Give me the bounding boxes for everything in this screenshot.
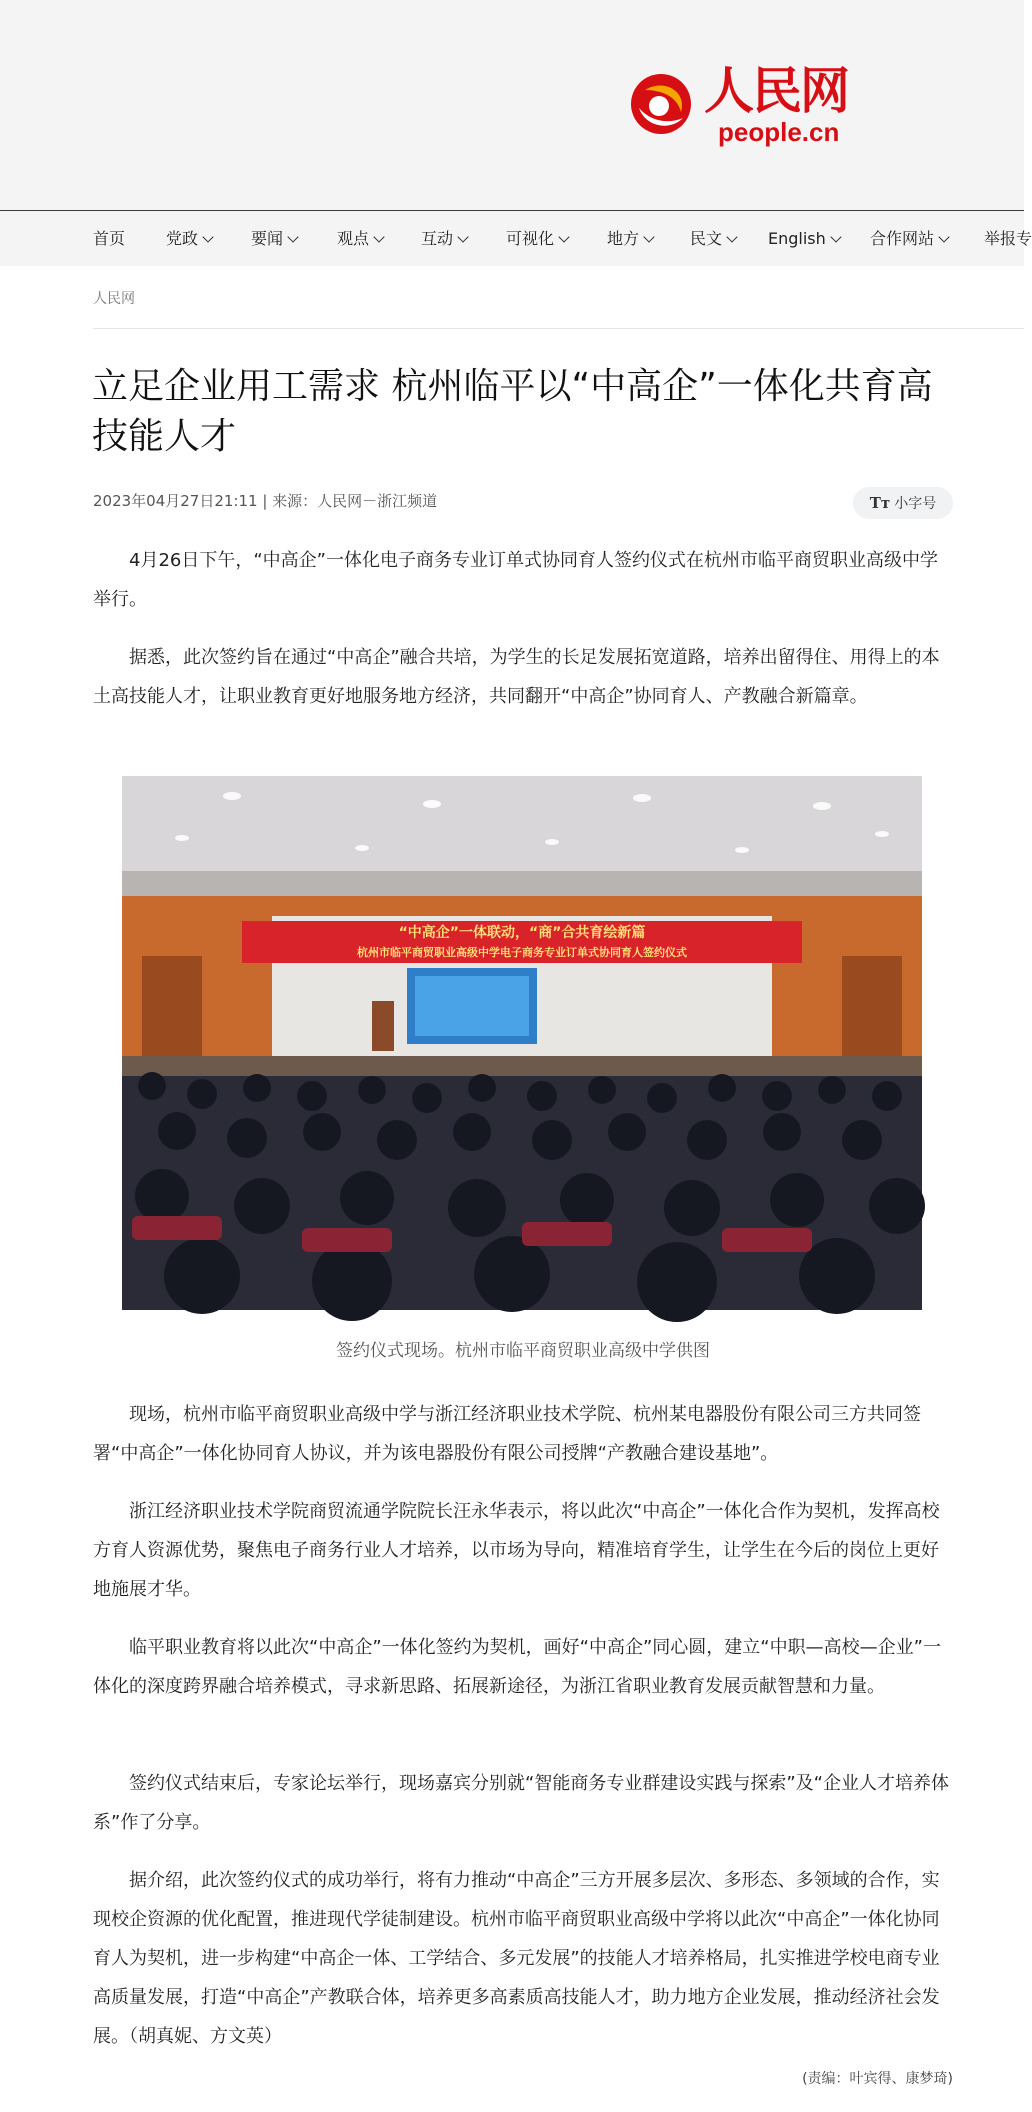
article-paragraph: 据悉，此次签约旨在通过“中高企”融合共培，为学生的长足发展拓宽道路，培养出留得住、用得上的本土高技能人才，让职业教育更好地服务地方经济，共同翻开“中高企”协同育人、产教融合新篇章。 (93, 647, 940, 707)
chevron-down-icon (558, 231, 569, 242)
article-meta: 2023年04月27日21:11 | 来源：人民网－浙江频道 (93, 492, 438, 510)
chevron-down-icon (726, 231, 737, 242)
nav-item-english[interactable]: English (768, 211, 840, 267)
logo-swirl-icon (625, 68, 697, 140)
chevron-down-icon (457, 231, 468, 242)
chevron-down-icon (830, 231, 841, 242)
article-paragraph: 据介绍，此次签约仪式的成功举行，将有力推动“中高企”三方开展多层次、多形态、多领域的合作，实现校企资源的优化配置，推进现代学徒制建设。杭州市临平商贸职业高级中学将以此次“中高企”一体化协同育人为契机，进一步构建“中高企一体、工学结合、多元发展”的技能人才培养格局，扎实推进学校电商专业高质量发展，打造“中高企”产教联合体，培养更多高素质高技能人才，助力地方企业发展，推动经济社会发展。（胡真妮、方文英） (93, 1870, 940, 2047)
chevron-down-icon (202, 231, 213, 242)
site-logo[interactable] (620, 60, 848, 150)
conference-hall-illustration (122, 776, 922, 1310)
nav-item-interact[interactable]: 互动 (421, 211, 467, 267)
nav-item-report[interactable]: 举报专 (984, 229, 1032, 248)
font-size-icon: Tт (869, 494, 891, 512)
article-paragraph: 临平职业教育将以此次“中高企”一体化签约为契机，画好“中高企”同心圆，建立“中职—高校—企业”一体化的深度跨界融合培养模式，寻求新思路、拓展新途径，为浙江省职业教育发展贡献智慧和力量。 (93, 1637, 941, 1697)
nav-item-opinion[interactable]: 观点 (337, 211, 383, 267)
nav-item-visual[interactable]: 可视化 (506, 211, 568, 267)
font-size-label: 小字号 (894, 496, 937, 512)
logo-text: 人民网 (704, 61, 848, 120)
article-paragraph: 4月26日下午，“中高企”一体化电子商务专业订单式协同育人签约仪式在杭州市临平商贸职业高级中学举行。 (93, 550, 939, 610)
chevron-down-icon (373, 231, 384, 242)
nav-item-home[interactable]: 首页 (93, 229, 126, 248)
editor-credit: (责编：叶宾得、康梦琦) (802, 2071, 953, 2087)
site-header (0, 0, 1024, 210)
nav-item-news[interactable]: 要闻 (251, 211, 297, 267)
article-paragraph: 现场，杭州市临平商贸职业高级中学与浙江经济职业技术学院、杭州某电器股份有限公司三方共同签署“中高企”一体化协同育人协议，并为该电器股份有限公司授牌“产教融合建设基地”。 (93, 1404, 921, 1464)
logo-domain: people.cn (718, 117, 840, 147)
article-photo (122, 776, 922, 1310)
chevron-down-icon (287, 231, 298, 242)
divider (93, 328, 1024, 329)
breadcrumb[interactable]: 人民网 (93, 291, 135, 307)
photo-caption: 签约仪式现场。杭州市临平商贸职业高级中学供图 (336, 1341, 710, 1361)
nav-item-partners[interactable]: 合作网站 (870, 211, 948, 267)
nav-item-local[interactable]: 地方 (607, 211, 653, 267)
main-nav (0, 210, 1032, 266)
banner-line-2: 杭州市临平商贸职业高级中学电子商务专业订单式协同育人签约仪式 (357, 946, 687, 959)
banner-line-1: “中高企”一体联动，“商”合共育绘新篇 (398, 925, 646, 941)
article-paragraph: 签约仪式结束后，专家论坛举行，现场嘉宾分别就“智能商务专业群建设实践与探索”及“企业人才培养体系”作了分享。 (93, 1773, 949, 1833)
nav-item-party[interactable]: 党政 (166, 211, 212, 267)
font-size-toggle[interactable] (853, 487, 953, 519)
article-title: 立足企业用工需求 杭州临平以“中高企”一体化共育高技能人才 (92, 366, 933, 457)
nav-item-minwen[interactable]: 民文 (690, 211, 736, 267)
chevron-down-icon (643, 231, 654, 242)
article-paragraph: 浙江经济职业技术学院商贸流通学院院长汪永华表示，将以此次“中高企”一体化合作为契机，发挥高校方育人资源优势，聚焦电子商务行业人才培养，以市场为导向，精准培育学生，让学生在今后的岗位上更好地施展才华。 (93, 1501, 940, 1600)
chevron-down-icon (938, 231, 949, 242)
